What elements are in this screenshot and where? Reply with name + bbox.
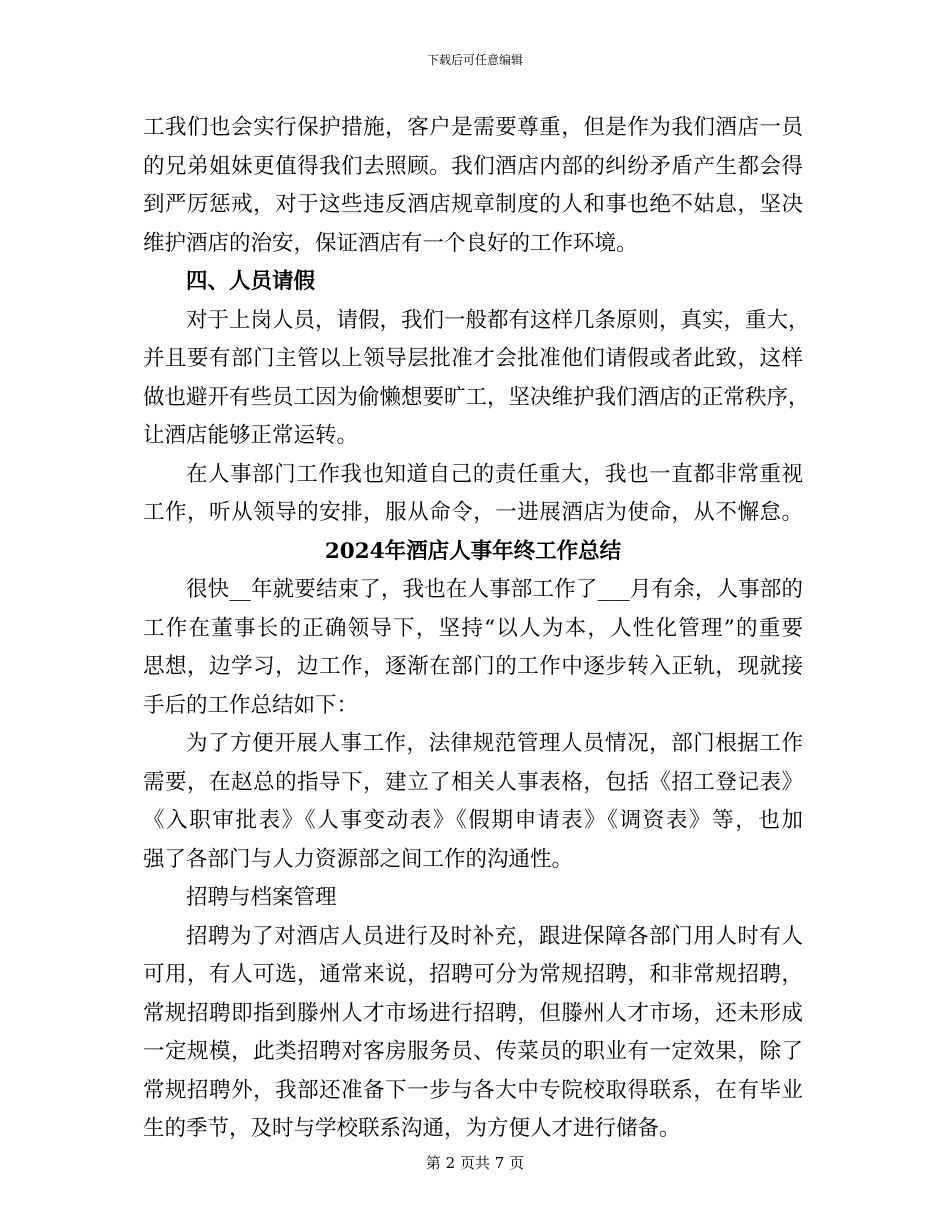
- paragraph-line: 的兄弟姐妹更值得我们去照顾。我们酒店内部的纠纷矛盾产生都会得: [143, 153, 803, 179]
- document-body: [143, 109, 810, 1149]
- page-header: 下载后可任意编辑: [426, 53, 523, 67]
- paragraph-line: 对于上岗人员，请假，我们一般都有这样几条原则，真实，重大，: [186, 307, 810, 333]
- paragraph-line: 并且要有部门主管以上领导层批准才会批准他们请假或者此致，这样: [143, 346, 803, 371]
- paragraph-line: 《入职审批表》《人事变动表》《假期申请表》《调资表》等，也加: [143, 808, 803, 833]
- paragraph-line: 维护酒店的治安，保证酒店有一个良好的工作环境。: [143, 230, 638, 256]
- paragraph-line: 为了方便开展人事工作，法律规范管理人员情况，部门根据工作: [186, 731, 803, 756]
- paragraph-line: 到严厉惩戒，对于这些违反酒店规章制度的人和事也绝不姑息，坚决: [143, 192, 803, 217]
- paragraph-line: 在人事部门工作我也知道自己的责任重大，我也一直都非常重视: [186, 461, 803, 487]
- paragraph-line: 工作在董事长的正确领导下，坚持“以人为本，人性化管理”的重要: [143, 615, 803, 641]
- paragraph-line: 做也避开有些员工因为偷懒想要旷工，坚决维护我们酒店的正常秩序，: [143, 384, 810, 410]
- paragraph-line: 可用，有人可选，通常来说，招聘可分为常规招聘，和非常规招聘，: [143, 962, 803, 987]
- paragraph-line: 需要，在赵总的指导下，建立了相关人事表格，包括《招工登记表》: [143, 769, 803, 795]
- paragraph-line: 工作，听从领导的安排，服从命令，一进展酒店为使命，从不懈怠。: [143, 500, 803, 525]
- paragraph-line: 生的季节，及时与学校联系沟通，为方便人才进行储备。: [143, 1116, 681, 1141]
- paragraph-line: 很快__年就要结束了，我也在人事部工作了___月有余，人事部的: [186, 577, 803, 602]
- subsection-heading: 招聘与档案管理: [186, 885, 337, 910]
- paragraph-line: 招聘为了对酒店人员进行及时补充，跟进保障各部门用人时有人: [186, 923, 803, 949]
- paragraph-line: 工我们也会实行保护措施，客户是需要尊重，但是作为我们酒店一员: [143, 115, 803, 140]
- paragraph-line: 一定规模，此类招聘对客房服务员、传菜员的职业有一定效果，除了: [143, 1039, 803, 1064]
- section-heading: 四、人员请假: [186, 269, 316, 294]
- paragraph-line: 常规招聘外，我部还准备下一步与各大中专院校取得联系，在有毕业: [143, 1077, 803, 1103]
- paragraph-line: 常规招聘即指到滕州人才市场进行招聘，但滕州人才市场，还未形成: [143, 1000, 803, 1026]
- paragraph-line: 手后的工作总结如下：: [143, 692, 359, 718]
- page-footer: 第 2 页共 7 页: [425, 1154, 525, 1172]
- paragraph-line: 让酒店能够正常运转。: [143, 423, 359, 448]
- document-title: 2024年酒店人事年终工作总结: [324, 538, 622, 564]
- paragraph-line: 思想，边学习，边工作，逐渐在部门的工作中逐步转入正轨，现就接: [143, 654, 803, 679]
- paragraph-line: 强了各部门与人力资源部之间工作的沟通性。: [143, 846, 574, 872]
